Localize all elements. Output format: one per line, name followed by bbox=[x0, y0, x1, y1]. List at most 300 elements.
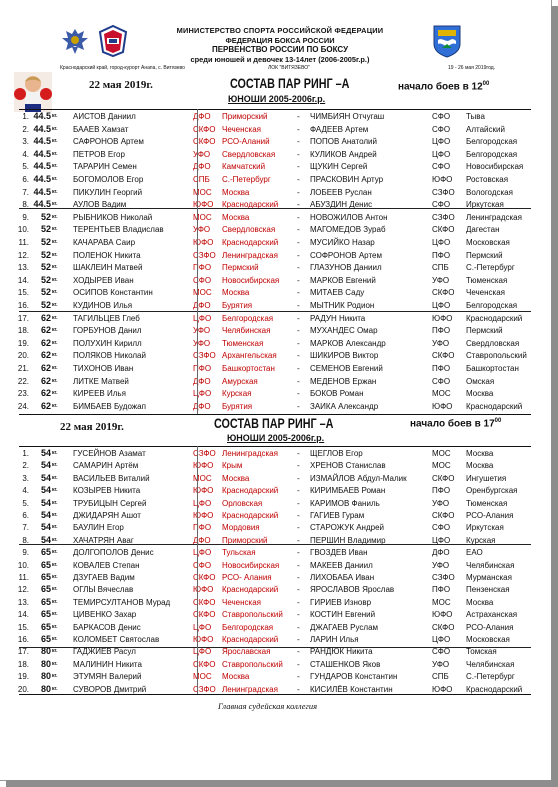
blue-corner-region: Белгородская bbox=[466, 301, 518, 310]
bout-number: 12. bbox=[17, 585, 29, 595]
blue-corner-region: Ингушетия bbox=[466, 473, 507, 483]
blue-corner-region: РСО-Алания bbox=[466, 622, 514, 632]
weight-unit: кг. bbox=[52, 251, 58, 258]
versus-dash: - bbox=[297, 597, 300, 607]
weight-unit: кг. bbox=[52, 623, 58, 630]
bout-number: 8. bbox=[22, 535, 29, 545]
red-corner-region: Пермский bbox=[222, 263, 259, 273]
red-corner-region: Свердловская bbox=[222, 225, 276, 235]
weight-value: 44.5 bbox=[33, 111, 51, 121]
red-corner-name: МАЛИНИН Никита bbox=[73, 659, 142, 669]
red-corner-district: УФО bbox=[193, 149, 211, 159]
red-corner-region: Москва bbox=[222, 187, 250, 197]
red-corner-name: ГАДЖИЕВ Расул bbox=[73, 647, 136, 657]
bout-number: 14. bbox=[17, 610, 29, 620]
blue-corner-district: ЮФО bbox=[432, 684, 453, 694]
bout-number: 10. bbox=[17, 225, 29, 235]
blue-corner-district: МОС bbox=[432, 389, 451, 399]
bout-row bbox=[10, 325, 544, 336]
blue-corner-district: СПБ bbox=[432, 672, 449, 682]
blue-corner-district: СЗФО bbox=[432, 212, 455, 222]
red-corner-region: РСО-Аланий bbox=[222, 137, 270, 147]
red-corner-region: Краснодарский bbox=[222, 486, 279, 496]
red-corner-name: ПОЛУХИН Кирилл bbox=[73, 338, 142, 348]
versus-dash: - bbox=[297, 225, 300, 235]
weight-unit: кг. bbox=[52, 648, 58, 655]
red-corner-region: Чеченская bbox=[222, 597, 262, 607]
bout-row bbox=[10, 300, 544, 311]
bout-number: 15. bbox=[17, 622, 29, 632]
red-corner-name: ТЕРЕНТЬЕВ Владислав bbox=[73, 225, 164, 235]
red-corner-name: ПЕТРОВ Егор bbox=[73, 149, 125, 159]
blue-corner-name: ШИКИРОВ Виктор bbox=[310, 351, 379, 361]
blue-corner-region: Москва bbox=[466, 449, 494, 458]
red-corner-district: СЗФО bbox=[193, 684, 216, 694]
versus-dash: - bbox=[297, 112, 300, 121]
bout-number: 18. bbox=[17, 659, 29, 669]
versus-dash: - bbox=[297, 622, 300, 632]
section-1-bottom-rule bbox=[19, 414, 531, 415]
red-corner-name: ТРУБИЦЫН Сергей bbox=[73, 498, 147, 508]
versus-dash: - bbox=[297, 659, 300, 669]
red-corner-district: СФО bbox=[193, 560, 212, 570]
bout-row bbox=[10, 572, 544, 583]
weight-unit: кг. bbox=[52, 201, 58, 208]
red-corner-name: ЦИВЕНКО Захар bbox=[73, 610, 137, 620]
bout-number: 19. bbox=[17, 672, 29, 682]
red-corner-name: ПОЛЯКОВ Николай bbox=[73, 351, 146, 361]
column-divider bbox=[197, 446, 198, 694]
weight-value: 62 bbox=[40, 388, 51, 399]
red-corner-region: Новосибирская bbox=[222, 275, 280, 285]
weight-value: 52 bbox=[40, 211, 51, 222]
weight-unit: кг. bbox=[52, 188, 58, 195]
blue-corner-region: С.-Петербург bbox=[466, 263, 515, 273]
red-corner-region: Ленинградская bbox=[222, 250, 278, 260]
bout-row bbox=[10, 161, 544, 172]
weight-unit: кг. bbox=[52, 239, 58, 245]
bout-row bbox=[10, 646, 544, 657]
red-corner-district: СПБ bbox=[193, 175, 210, 184]
bout-row bbox=[10, 224, 544, 235]
red-corner-name: ПОЛЕНОК Никита bbox=[73, 250, 141, 260]
red-corner-name: БАРКАСОВ Денис bbox=[73, 622, 141, 632]
weight-unit: кг. bbox=[52, 499, 58, 506]
red-corner-region: Москва bbox=[222, 672, 250, 682]
weight-unit: кг. bbox=[52, 339, 58, 346]
blue-corner-region: Челябинская bbox=[466, 659, 515, 669]
weight-value: 65 bbox=[40, 572, 51, 582]
bout-row bbox=[10, 547, 544, 558]
versus-dash: - bbox=[297, 647, 300, 657]
versus-dash: - bbox=[297, 511, 300, 520]
red-corner-district: ДФО bbox=[193, 401, 211, 411]
red-corner-name: САФРОНОВ Артем bbox=[73, 137, 144, 147]
bout-number: 20. bbox=[17, 351, 29, 361]
weight-unit: кг. bbox=[52, 549, 58, 556]
bout-number: 4. bbox=[22, 486, 29, 496]
weight-unit: кг. bbox=[52, 125, 58, 132]
bout-number: 11. bbox=[18, 573, 29, 582]
bout-row bbox=[10, 350, 544, 361]
bout-row bbox=[10, 597, 544, 608]
red-corner-name: КОЗЫРЕВ Никита bbox=[73, 486, 141, 496]
red-corner-district: ЦФО bbox=[193, 622, 212, 632]
red-corner-name: БИМБАЕВ Будожап bbox=[73, 401, 146, 411]
blue-corner-name: МЫТНИК Родион bbox=[310, 301, 375, 310]
age-category: среди юношей и девочек 13-14лет (2006-2005г.р.) bbox=[190, 55, 370, 64]
red-corner-region: Крым bbox=[222, 461, 243, 471]
red-corner-region: Бурятия bbox=[222, 301, 253, 310]
weight-unit: кг. bbox=[52, 365, 58, 371]
red-corner-region: Бурятия bbox=[222, 401, 253, 411]
red-corner-district: СКФО bbox=[193, 610, 216, 620]
bout-row bbox=[10, 448, 544, 459]
weight-unit: кг. bbox=[52, 276, 58, 283]
weight-value: 62 bbox=[40, 350, 51, 361]
versus-dash: - bbox=[297, 124, 300, 134]
blue-corner-name: ЛОБЕЕВ Руслан bbox=[310, 187, 372, 197]
blue-corner-region: Тюменская bbox=[466, 275, 508, 285]
red-corner-name: ОГЛЫ Вячеслав bbox=[73, 585, 134, 595]
red-corner-region: Москва bbox=[222, 473, 250, 483]
blue-corner-region: Иркутская bbox=[466, 523, 504, 533]
bout-number: 1. bbox=[22, 449, 29, 458]
red-corner-region: Тюменская bbox=[222, 338, 264, 348]
bout-row bbox=[10, 174, 544, 185]
versus-dash: - bbox=[297, 326, 300, 336]
section-1-subtitle: ЮНОШИ 2005-2006г.р. bbox=[228, 94, 326, 104]
blue-corner-region: Краснодарский bbox=[466, 313, 523, 323]
red-corner-district: ДФО bbox=[193, 301, 211, 310]
red-corner-name: КОЛОМБЕТ Святослав bbox=[73, 635, 160, 644]
blue-corner-region: Вологодская bbox=[466, 187, 513, 197]
versus-dash: - bbox=[297, 401, 300, 411]
weight-value: 54 bbox=[40, 472, 51, 483]
bout-number: 22. bbox=[17, 376, 29, 386]
blue-corner-region: Краснодарский bbox=[466, 401, 523, 411]
versus-dash: - bbox=[297, 351, 300, 361]
versus-dash: - bbox=[297, 672, 300, 682]
red-corner-district: ПФО bbox=[193, 523, 212, 533]
blue-corner-district: СФО bbox=[432, 647, 451, 657]
red-corner-district: ЦФО bbox=[193, 647, 212, 657]
blue-corner-district: СФО bbox=[432, 124, 451, 134]
bout-number: 17. bbox=[17, 313, 29, 323]
bout-number: 13. bbox=[17, 263, 29, 273]
bout-row bbox=[10, 275, 544, 286]
weight-value: 54 bbox=[40, 460, 51, 471]
section-1-start-time: начало боев в $12^{00}$ bbox=[398, 81, 490, 93]
bout-number: 4. bbox=[22, 149, 29, 159]
weight-unit: кг. bbox=[52, 586, 58, 593]
versus-dash: - bbox=[297, 635, 300, 644]
weight-value: 65 bbox=[40, 621, 51, 632]
red-corner-region: Тульская bbox=[222, 548, 256, 558]
blue-corner-name: СЕМЕНОВ Евгений bbox=[310, 364, 383, 373]
weight-value: 54 bbox=[40, 448, 51, 458]
blue-corner-district: УФО bbox=[432, 560, 450, 570]
red-corner-name: ТИХОНОВ Иван bbox=[73, 364, 134, 373]
blue-corner-region: ЕАО bbox=[466, 548, 483, 558]
blue-corner-district: СФО bbox=[432, 376, 451, 386]
versus-dash: - bbox=[297, 389, 300, 399]
weight-unit: кг. bbox=[52, 636, 58, 642]
section-2-top-rule bbox=[19, 446, 531, 447]
blue-corner-district: ЦФО bbox=[432, 635, 451, 644]
blue-corner-region: Новосибирская bbox=[466, 162, 524, 172]
bout-row bbox=[10, 262, 544, 273]
section-1-top-rule bbox=[19, 109, 531, 110]
section-2-title: СОСТАВ ПАР РИНГ –А bbox=[214, 416, 334, 431]
blue-corner-region: Московская bbox=[466, 238, 510, 247]
weight-unit: кг. bbox=[52, 138, 58, 145]
bout-row bbox=[10, 671, 544, 682]
blue-corner-district: СКФО bbox=[432, 622, 455, 632]
blue-corner-region: Курская bbox=[466, 535, 496, 545]
red-corner-region: Москва bbox=[222, 212, 250, 222]
blue-corner-district: МОС bbox=[432, 449, 451, 458]
blue-corner-region: Томская bbox=[466, 647, 497, 657]
versus-dash: - bbox=[297, 486, 300, 496]
bout-number: 20. bbox=[17, 684, 29, 694]
blue-corner-region: Омская bbox=[466, 376, 495, 386]
blue-corner-district: ПФО bbox=[432, 585, 451, 595]
red-corner-district: МОС bbox=[193, 672, 212, 682]
blue-corner-name: КАРИМОВ Фаниль bbox=[310, 498, 380, 508]
weight-unit: кг. bbox=[52, 377, 58, 384]
weight-unit: кг. bbox=[52, 524, 58, 531]
blue-corner-name: СТАРОЖУК Андрей bbox=[310, 523, 384, 533]
red-corner-region: Ставропольский bbox=[222, 659, 283, 669]
red-corner-region: Камчатский bbox=[222, 162, 266, 172]
blue-corner-region: Пензенская bbox=[466, 585, 510, 595]
red-corner-name: ТЕМИРСУЛТАНОВ Мурад bbox=[73, 597, 171, 607]
championship-title: ПЕРВЕНСТВО РОССИИ ПО БОКСУ bbox=[211, 45, 349, 54]
weight-unit: кг. bbox=[52, 314, 58, 321]
column-divider bbox=[197, 109, 198, 414]
red-corner-district: СЗФО bbox=[193, 250, 216, 260]
weight-unit: кг. bbox=[52, 487, 58, 494]
blue-corner-name: МАРКОВ Александр bbox=[310, 338, 386, 348]
blue-corner-region: Астраханская bbox=[466, 610, 518, 620]
bout-number: 13. bbox=[17, 597, 29, 607]
versus-dash: - bbox=[297, 137, 300, 147]
red-corner-region: Приморский bbox=[222, 112, 268, 121]
red-corner-region: Белгородская bbox=[222, 622, 274, 632]
versus-dash: - bbox=[297, 187, 300, 197]
blue-corner-name: ПОПОВ Анатолий bbox=[310, 137, 377, 147]
versus-dash: - bbox=[297, 548, 300, 558]
blue-corner-name: ЩУКИН Сергей bbox=[310, 162, 368, 172]
red-corner-region: Краснодарский bbox=[222, 511, 279, 520]
versus-dash: - bbox=[297, 473, 300, 483]
red-corner-region: Архангельская bbox=[222, 351, 277, 361]
blue-corner-district: СЗФО bbox=[432, 187, 455, 197]
blue-corner-region: С.-Петербург bbox=[466, 672, 515, 682]
weight-unit: кг. bbox=[52, 113, 58, 119]
bout-number: 10. bbox=[17, 560, 29, 570]
weight-value: 54 bbox=[40, 497, 51, 508]
blue-corner-region: РСО-Алания bbox=[466, 511, 514, 520]
red-corner-district: МОС bbox=[193, 473, 212, 483]
bout-row bbox=[10, 149, 544, 160]
blue-corner-region: Москва bbox=[466, 461, 494, 471]
red-corner-district: ЮФО bbox=[193, 461, 214, 471]
footer-signature: Главная судейская коллегия bbox=[218, 701, 318, 711]
blue-corner-name: ГВОЗДЕВ Иван bbox=[310, 548, 368, 558]
red-corner-region: Краснодарский bbox=[222, 238, 279, 247]
red-corner-district: ДФО bbox=[193, 376, 211, 386]
bout-row bbox=[10, 460, 544, 471]
red-corner-name: ГОРБУНОВ Данил bbox=[73, 326, 142, 336]
red-corner-district: ЮФО bbox=[193, 511, 214, 520]
weight-value: 44.5 bbox=[33, 123, 51, 134]
red-corner-region: Курская bbox=[222, 389, 252, 399]
blue-corner-district: СКФО bbox=[432, 351, 455, 361]
weight-unit: кг. bbox=[52, 450, 58, 456]
weight-value: 62 bbox=[40, 375, 51, 386]
bout-number: 2. bbox=[22, 124, 29, 134]
blue-corner-name: ГАГИЕВ Гурам bbox=[310, 511, 365, 520]
bout-number: 17. bbox=[17, 647, 29, 657]
blue-corner-region: Ростовская bbox=[466, 175, 509, 184]
weight-value: 44.5 bbox=[33, 199, 51, 210]
red-corner-district: СЗФО bbox=[193, 449, 216, 458]
red-corner-region: Приморский bbox=[222, 535, 268, 545]
red-corner-name: КАЧАРАВА Саир bbox=[73, 238, 136, 247]
red-corner-district: МОС bbox=[193, 212, 212, 222]
versus-dash: - bbox=[297, 498, 300, 508]
weight-value: 52 bbox=[40, 249, 51, 260]
weight-unit: кг. bbox=[52, 213, 58, 220]
section-1-title: СОСТАВ ПАР РИНГ –А bbox=[230, 76, 350, 91]
bout-number: 14. bbox=[17, 275, 29, 285]
red-corner-name: ГУСЕЙНОВ Азамат bbox=[73, 449, 146, 458]
section-2-start-time: начало боев в $17^{00}$ bbox=[410, 418, 502, 430]
red-corner-district: ДФО bbox=[193, 535, 211, 545]
section-1-date: 22 мая 2019г. bbox=[89, 79, 153, 91]
red-corner-name: БААЕВ Хамзат bbox=[73, 124, 129, 134]
red-corner-district: ПФО bbox=[193, 364, 212, 373]
versus-dash: - bbox=[297, 535, 300, 545]
blue-corner-region: Краснодарский bbox=[466, 684, 523, 694]
blue-corner-region: Москва bbox=[466, 389, 494, 399]
weight-unit: кг. bbox=[52, 574, 58, 580]
weight-unit: кг. bbox=[52, 327, 58, 334]
bout-number: 23. bbox=[17, 389, 29, 399]
boxing-federation-logo-icon bbox=[97, 24, 129, 58]
blue-corner-district: ПФО bbox=[432, 250, 451, 260]
weight-value: 52 bbox=[40, 287, 51, 298]
red-corner-name: КИРЕЕВ Илья bbox=[73, 389, 126, 399]
red-corner-district: УФО bbox=[193, 326, 211, 336]
bout-row bbox=[10, 485, 544, 496]
blue-corner-name: НОВОЖИЛОВ Антон bbox=[310, 212, 388, 222]
weight-value: 80 bbox=[40, 683, 51, 694]
red-corner-region: РСО- Алания bbox=[222, 573, 272, 582]
blue-corner-region: Белгородская bbox=[466, 149, 518, 159]
blue-corner-district: ЮФО bbox=[432, 401, 453, 411]
red-corner-district: ЮФО bbox=[193, 200, 214, 210]
red-corner-district: ДФО bbox=[193, 162, 211, 172]
bout-row bbox=[10, 510, 544, 521]
weight-value: 54 bbox=[40, 534, 51, 545]
red-corner-district: ЦФО bbox=[193, 389, 212, 399]
bout-row bbox=[10, 622, 544, 633]
blue-corner-name: ЯРОСЛАВОВ Ярослав bbox=[310, 585, 395, 595]
red-corner-region: Ставропольский bbox=[222, 610, 283, 620]
dates-text: 19 - 26 мая 2019год. bbox=[448, 65, 496, 71]
weight-value: 80 bbox=[40, 671, 51, 682]
blue-corner-name: ФАДЕЕВ Артем bbox=[310, 124, 369, 134]
red-corner-name: КОВАЛЕВ Степан bbox=[73, 560, 140, 570]
blue-corner-district: СКФО bbox=[432, 473, 455, 483]
versus-dash: - bbox=[297, 162, 300, 172]
bout-row bbox=[10, 584, 544, 595]
blue-corner-name: ЛИХОБАБА Иван bbox=[310, 573, 375, 582]
blue-corner-district: МОС bbox=[432, 597, 451, 607]
versus-dash: - bbox=[297, 275, 300, 285]
blue-corner-name: СОФРОНОВ Артем bbox=[310, 250, 382, 260]
red-corner-name: ТАРАРИН Семен bbox=[73, 162, 137, 172]
blue-corner-name: ГУНДАРОВ Константин bbox=[310, 672, 398, 682]
blue-corner-district: УФО bbox=[432, 275, 450, 285]
bout-row bbox=[10, 473, 544, 484]
blue-corner-name: ЗАИКА Александр bbox=[310, 401, 379, 411]
red-corner-district: МОС bbox=[193, 288, 212, 298]
red-corner-name: ДОЛГОПОЛОВ Денис bbox=[73, 548, 154, 558]
bout-number: 12. bbox=[17, 250, 29, 260]
red-corner-name: САМАРИН Артём bbox=[73, 461, 139, 471]
red-corner-name: ХОДЫРЕВ Иван bbox=[73, 275, 134, 285]
bout-row bbox=[10, 124, 544, 135]
red-corner-name: КУДИНОВ Илья bbox=[73, 301, 133, 310]
red-corner-district: ЦФО bbox=[193, 313, 212, 323]
versus-dash: - bbox=[297, 212, 300, 222]
weight-value: 44.5 bbox=[33, 161, 51, 172]
bout-row bbox=[10, 313, 544, 324]
weight-divider bbox=[19, 208, 531, 209]
versus-dash: - bbox=[297, 263, 300, 273]
blue-corner-district: УФО bbox=[432, 498, 450, 508]
blue-corner-district: ПФО bbox=[432, 364, 451, 373]
versus-dash: - bbox=[297, 313, 300, 323]
weight-unit: кг. bbox=[52, 660, 58, 667]
bout-number: 5. bbox=[22, 162, 29, 172]
bout-number: 6. bbox=[22, 511, 29, 520]
weight-value: 52 bbox=[40, 300, 51, 310]
versus-dash: - bbox=[297, 573, 300, 582]
bout-number: 5. bbox=[22, 498, 29, 508]
city-coat-of-arms-icon bbox=[432, 22, 462, 58]
weight-value: 65 bbox=[40, 596, 51, 607]
blue-corner-region: Пермский bbox=[466, 250, 503, 260]
blue-corner-name: ИЗМАЙЛОВ Абдул-Малик bbox=[310, 473, 407, 483]
weight-divider bbox=[19, 647, 531, 648]
bout-row bbox=[10, 363, 544, 374]
blue-corner-name: АБУЗДИН Денис bbox=[310, 200, 373, 210]
blue-corner-district: СФО bbox=[432, 523, 451, 533]
weight-unit: кг. bbox=[52, 163, 58, 170]
weight-value: 54 bbox=[40, 522, 51, 533]
bout-number: 9. bbox=[22, 212, 29, 222]
versus-dash: - bbox=[297, 461, 300, 471]
versus-dash: - bbox=[297, 376, 300, 386]
bout-row bbox=[10, 136, 544, 147]
blue-corner-name: ГИРИЕВ Изновр bbox=[310, 597, 372, 607]
versus-dash: - bbox=[297, 523, 300, 533]
